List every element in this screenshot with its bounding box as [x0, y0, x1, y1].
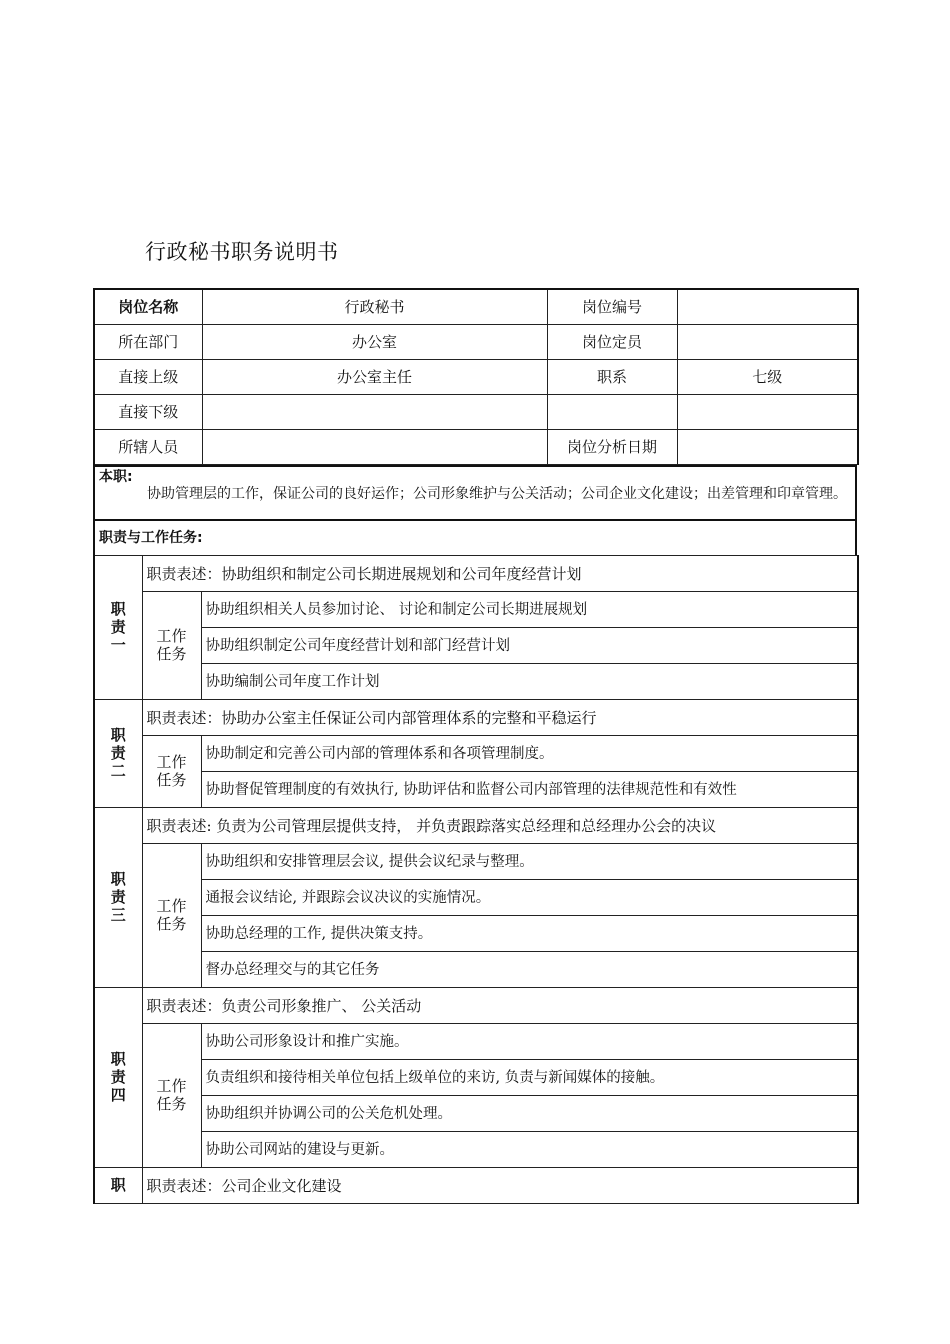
task-row [94, 1095, 858, 1131]
task-row [94, 591, 858, 627]
duty-label-char: 一 [110, 636, 126, 654]
position-name-label: 岗位名称 [94, 289, 202, 324]
task-row [94, 843, 858, 879]
task-row [94, 1059, 858, 1095]
duty-label [94, 555, 142, 699]
task-row [94, 1131, 858, 1167]
duties-table [93, 555, 859, 1204]
job-description-form [93, 288, 857, 1204]
duty-statement: 职责表述：协助组织和制定公司长期进展规划和公司年度经营计划 [142, 555, 858, 591]
task-item: 负责组织和接待相关单位包括上级单位的来访, 负责与新闻媒体的接触。 [201, 1059, 858, 1095]
duty-label [94, 1167, 142, 1203]
task-item: 协助制定和完善公司内部的管理体系和各项管理制度。 [201, 735, 858, 771]
duty-statement-row [94, 807, 858, 843]
subordinate-value [202, 394, 547, 429]
duty-statement: 职责表述：负责公司形象推广、 公关活动 [142, 987, 858, 1023]
work-label-line-1: 工作 [156, 1077, 187, 1095]
supervisor-value: 办公室主任 [202, 359, 547, 394]
task-item: 协助组织和安排管理层会议, 提供会议纪录与整理。 [201, 843, 858, 879]
headcount-label: 岗位定员 [547, 324, 677, 359]
task-row [94, 771, 858, 807]
work-label-line-2: 任务 [156, 645, 187, 663]
duty-label-char: 责 [110, 744, 126, 762]
work-label-line-1: 工作 [156, 897, 187, 915]
work-label-line-1: 工作 [156, 753, 187, 771]
duty-label-char: 职 [110, 1176, 126, 1194]
task-item: 协助督促管理制度的有效执行, 协助评估和监督公司内部管理的法律规范性和有效性 [201, 771, 858, 807]
task-row [94, 915, 858, 951]
department-label: 所在部门 [94, 324, 202, 359]
job-family-value: 七级 [677, 359, 858, 394]
work-task-label [142, 735, 201, 807]
task-item: 通报会议结论, 并跟踪会议决议的实施情况。 [201, 879, 858, 915]
task-row [94, 627, 858, 663]
position-code-label: 岗位编号 [547, 289, 677, 324]
work-label-line-2: 任务 [156, 915, 187, 933]
duty-label-char: 职 [110, 1050, 126, 1068]
duty-statement: 职责表述：协助办公室主任保证公司内部管理体系的完整和平稳运行 [142, 699, 858, 735]
duty-label-char: 职 [110, 600, 126, 618]
table-row [94, 429, 858, 464]
duty-label-char: 三 [110, 906, 126, 924]
duty-label-char: 责 [110, 888, 126, 906]
table-row [94, 394, 858, 429]
duty-statement-row [94, 699, 858, 735]
duty-statement: 职责表述：公司企业文化建设 [142, 1167, 858, 1203]
staff-value [202, 429, 547, 464]
task-row [94, 879, 858, 915]
duty-statement-row [94, 555, 858, 591]
duty-statement-row [94, 1167, 858, 1203]
duty-statement-row [94, 987, 858, 1023]
job-summary [93, 465, 857, 519]
duty-label-char: 二 [110, 762, 126, 780]
work-task-label [142, 843, 201, 987]
duty-label-char: 四 [110, 1086, 126, 1104]
department-value: 办公室 [202, 324, 547, 359]
task-item: 协助组织相关人员参加讨论、 讨论和制定公司长期进展规划 [201, 591, 858, 627]
task-row [94, 1023, 858, 1059]
task-row [94, 951, 858, 987]
analysis-date-value [677, 429, 858, 464]
duty-label [94, 987, 142, 1167]
duties-heading: 职责与工作任务: [93, 519, 857, 555]
staff-label: 所辖人员 [94, 429, 202, 464]
table-row [94, 324, 858, 359]
work-label-line-2: 任务 [156, 771, 187, 789]
task-row [94, 663, 858, 699]
work-label-line-1: 工作 [156, 627, 187, 645]
duty-label [94, 807, 142, 987]
summary-heading: 本职: [99, 468, 133, 485]
task-item: 协助总经理的工作, 提供决策支持。 [201, 915, 858, 951]
task-item: 协助组织并协调公司的公关危机处理。 [201, 1095, 858, 1131]
duty-label-char: 责 [110, 618, 126, 636]
analysis-date-label: 岗位分析日期 [547, 429, 677, 464]
task-item: 督办总经理交与的其它任务 [201, 951, 858, 987]
task-item: 协助编制公司年度工作计划 [201, 663, 858, 699]
work-task-label [142, 591, 201, 699]
work-label-line-2: 任务 [156, 1095, 187, 1113]
headcount-value [677, 324, 858, 359]
document-title: 行政秘书职务说明书 [145, 240, 339, 264]
duty-label-char: 职 [110, 726, 126, 744]
empty-label [547, 394, 677, 429]
summary-text: 协助管理层的工作，保证公司的良好运作；公司形象维护与公关活动；公司企业文化建设；出差管理和印章管理。 [147, 485, 847, 502]
duty-label-char: 责 [110, 1068, 126, 1086]
duty-label-char: 职 [110, 870, 126, 888]
task-item: 协助公司网站的建设与更新。 [201, 1131, 858, 1167]
duty-label [94, 699, 142, 807]
empty-value [677, 394, 858, 429]
table-row [94, 359, 858, 394]
supervisor-label: 直接上级 [94, 359, 202, 394]
work-task-label [142, 1023, 201, 1167]
job-family-label: 职系 [547, 359, 677, 394]
position-info-table [93, 288, 859, 465]
task-item: 协助公司形象设计和推广实施。 [201, 1023, 858, 1059]
task-item: 协助组织制定公司年度经营计划和部门经营计划 [201, 627, 858, 663]
table-row [94, 289, 858, 324]
position-name-value: 行政秘书 [202, 289, 547, 324]
subordinate-label: 直接下级 [94, 394, 202, 429]
duty-statement: 职责表述: 负责为公司管理层提供支持， 并负责跟踪落实总经理和总经理办公会的决议 [142, 807, 858, 843]
position-code-value [677, 289, 858, 324]
task-row [94, 735, 858, 771]
